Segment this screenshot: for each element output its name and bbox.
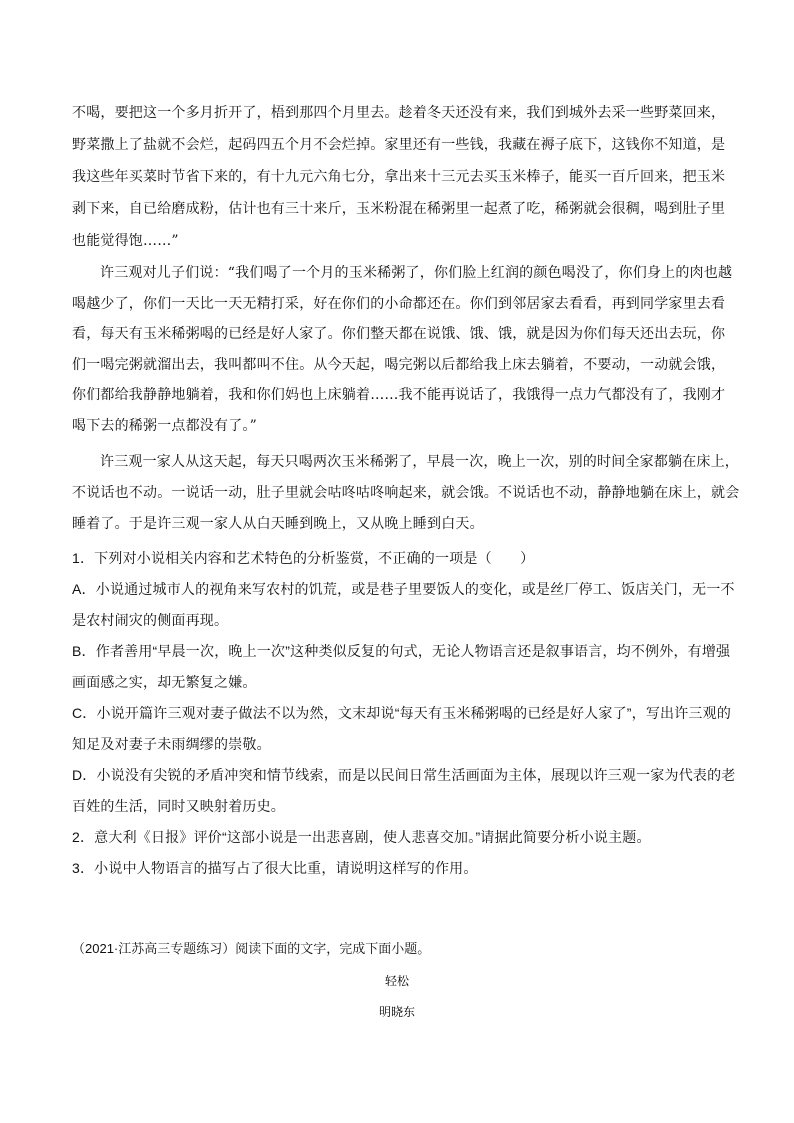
- passage-paragraph-3: [72, 447, 740, 540]
- passage-line: 看，每天有玉米稀粥喝的已经是好人家了。你们整天都在说饿、饿、饿，就是因为你们每天还出去玩，你: [72, 326, 726, 342]
- option-b-line2: 画面感之实，却无繁复之嫌。: [72, 674, 257, 690]
- passage-line: 不说话也不动。一说话一动，肚子里就会咕咚咕咚响起来，就会饿。不说话也不动，静静地躺在床上，就会: [72, 485, 740, 501]
- passage-line: 也能觉得饱……”: [72, 233, 179, 249]
- option-d-line1: D．小说没有尖锐的矛盾冲突和情节线索，而是以民间日常生活画面为主体，展现以许三观一家为代表的老: [72, 767, 736, 783]
- passage-paragraph-1: [72, 97, 726, 257]
- article-title: 轻松: [384, 974, 409, 988]
- passage-line: 喝越少了，你们一天比一天无精打采，好在你们的小命都还在。你们到邻居家去看看，再到同学家里去看: [72, 295, 726, 312]
- passage-line: 喝下去的稀粥一点都没有了。”: [72, 417, 257, 434]
- option-b-line1: B．作者善用“早晨一次，晚上一次”这种类似反复的句式，无论人物语言还是叙事语言，均不例外，有增强: [72, 643, 731, 659]
- option-c-line2: 知足及对妻子未雨绸缪的崇敬。: [72, 736, 271, 752]
- question-1-stem: 1．下列对小说相关内容和艺术特色的分析鉴赏，不正确的一项是（ ）: [72, 550, 535, 566]
- article-author: 明晓东: [378, 1005, 415, 1019]
- next-section-intro: （2021·江苏高三专题练习）阅读下面的文字，完成下面小题。: [72, 941, 431, 956]
- option-c-line1: C．小说开篇许三观对妻子做法不以为然，文末却说“每天有玉米稀粥喝的已经是好人家了”，写出许三观的: [72, 705, 732, 721]
- option-d-line2: 百姓的生活，同时又映射着历史。: [72, 798, 285, 814]
- passage-line: 许三观一家人从这天起，每天只喝两次玉米稀粥了，早晨一次，晚上一次，别的时间全家都躺在床上，: [100, 454, 739, 470]
- passage-line: 们一喝完粥就溜出去，我叫都叫不住。从今天起，喝完粥以后都给我上床去躺着，不要动，一动就会饿，: [72, 356, 726, 373]
- option-a-line2: 是农村闹灾的侧面再现。: [72, 612, 229, 628]
- passage-line: 睡着了。于是许三观一家人从白天睡到晚上，又从晚上睡到白天。: [72, 516, 484, 532]
- passage-line: 剥下来，自已给磨成粉，估计也有三十来斤，玉米粉混在稀粥里一起煮了吃，稀粥就会很稠，喝到肚子里: [72, 201, 726, 217]
- questions-block: [72, 543, 736, 884]
- passage-line: 你们都给我静静地躺着，我和你们妈也上床躺着……我不能再说话了，我饿得一点力气都没有了，我刚才: [72, 387, 726, 403]
- option-a-line1: A．小说通过城市人的视角来写农村的饥荒，或是巷子里要饭人的变化，或是丝厂停工、饭店关门，无一不: [72, 581, 735, 597]
- passage-paragraph-2: [72, 258, 733, 441]
- question-2: 2．意大利《日报》评价“这部小说是一出悲喜剧，使人悲喜交加。”请据此简要分析小说主题。: [72, 829, 651, 845]
- passage-line: 许三观对儿子们说：“我们喝了一个月的玉米稀粥了，你们脸上红润的颜色喝没了，你们身上的肉也越: [100, 265, 733, 281]
- passage-line: 野菜撒上了盐就不会烂，起码四五个月不会烂掉。家里还有一些钱，我藏在褥子底下，这钱你不知道，是: [72, 137, 726, 153]
- passage-line: 不喝，要把这一个多月折开了，梧到那四个月里去。趁着冬天还没有来，我们到城外去采一些野菜回来，: [72, 105, 726, 121]
- passage-line: 我这些年买菜时节省下来的，有十九元六角七分，拿出来十三元去买玉米棒子，能买一百斤回来，把玉米: [72, 169, 726, 185]
- question-3: 3．小说中人物语言的描写占了很大比重，请说明这样写的作用。: [72, 860, 478, 876]
